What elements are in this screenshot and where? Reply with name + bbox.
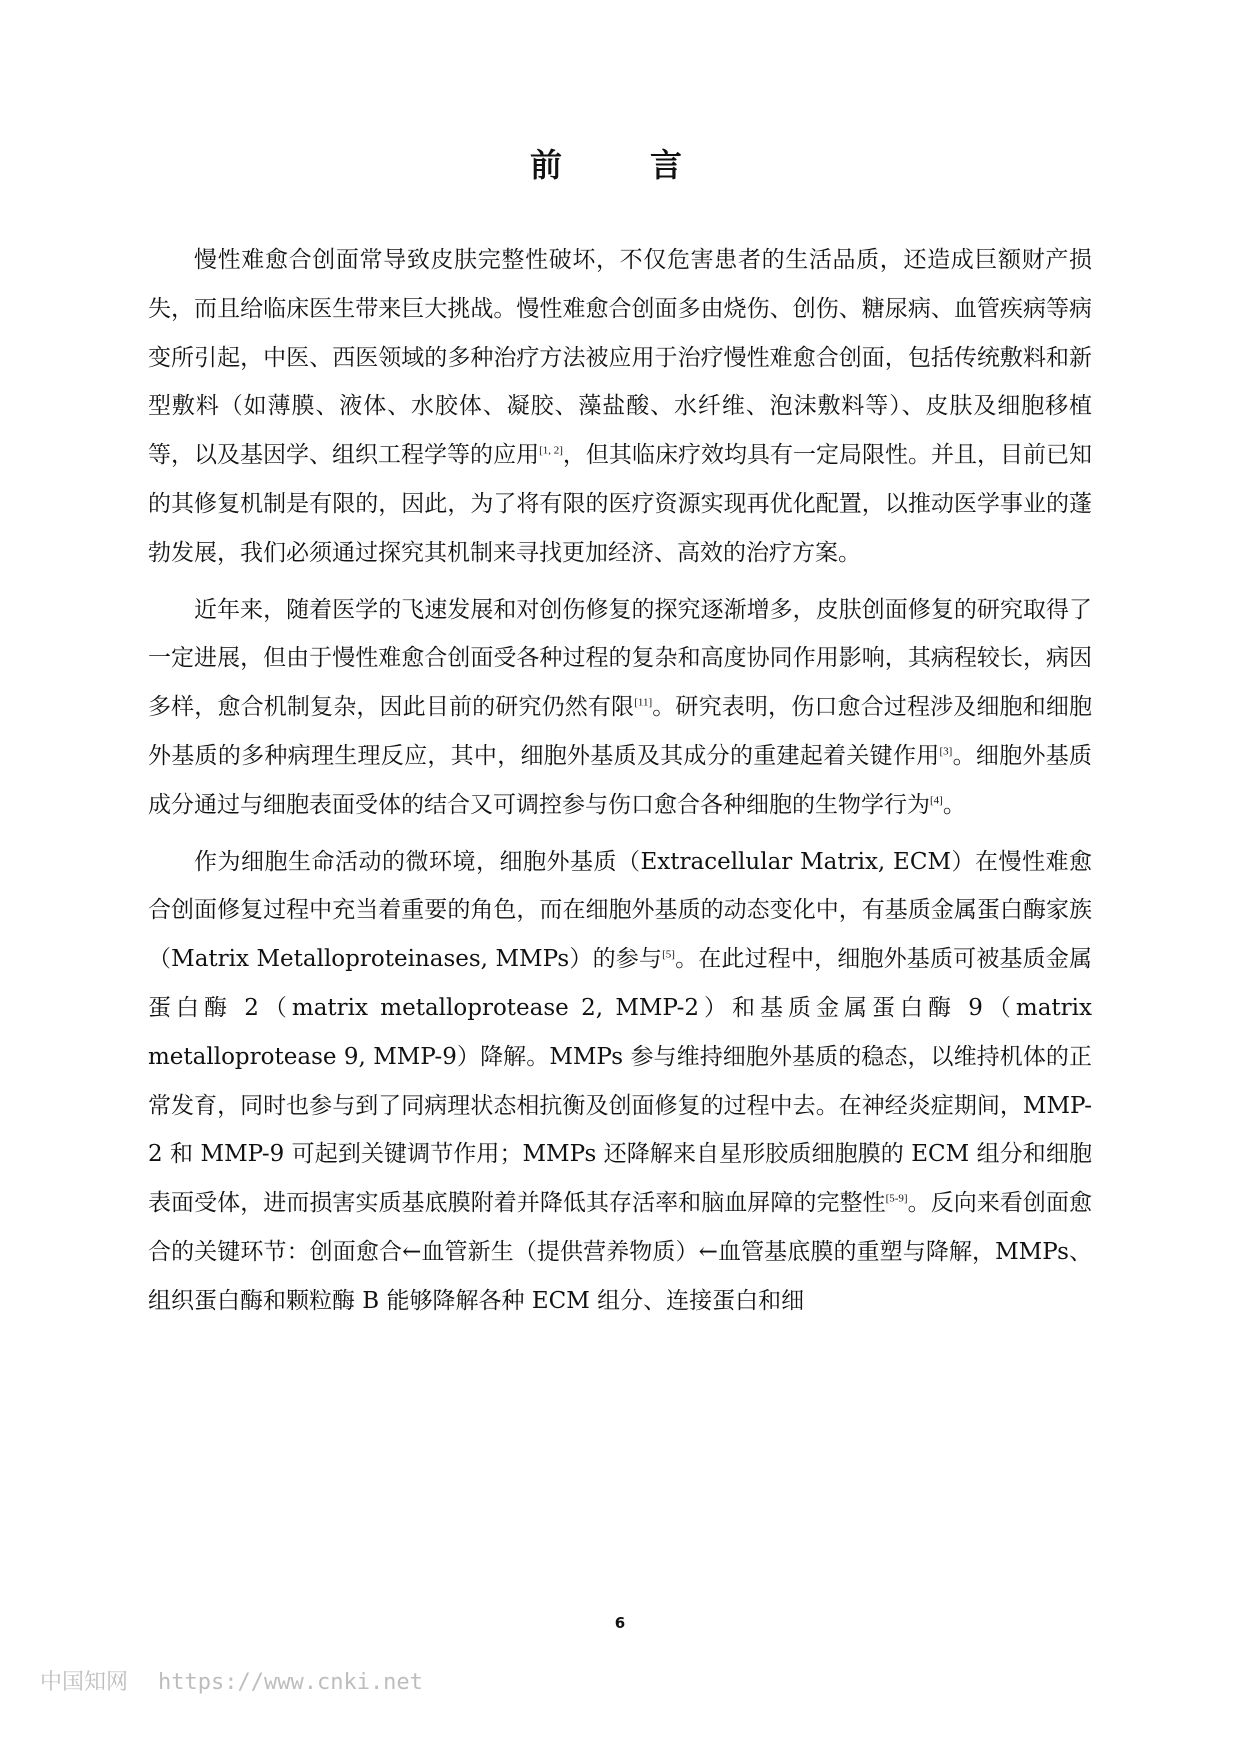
citation-ref: [1, 2] (539, 444, 563, 457)
paragraph-2-text-c: 。细胞外基质成分通过与细胞表面受体的结合又可调控参与伤口愈合各种细胞的生物学行为 (148, 742, 1093, 818)
paragraph-2-text-d: 。 (942, 791, 966, 818)
body-text (148, 236, 1092, 1334)
citation-ref: [3] (939, 745, 953, 758)
paragraph-3-text-b: 。在此过程中，细胞外基质可被基质金属蛋白酶 2（matrix metalloprotease 2, MMP-2）和基质金属蛋白酶 9（matrix metalloprotease 9, MMP-9）降解。MMPs 参与维持细胞外基质的稳态，以维持机体的正常发育，同时也参与到了同病理状态相抗衡及创面修复的过程中去。在神经炎症期间，MMP-2 和 MMP-9 可起到关键调节作用；MMPs 还降解来自星形胶质细胞膜的 ECM 组分和细胞表面受体，进而损害实质基底膜附着并降低其存活率和脑血屏障的完整性 (148, 946, 1093, 1217)
paragraph-1 (148, 236, 1092, 578)
paragraph-1-text-b: ，但其临床疗效均具有一定局限性。并且，目前已知的其修复机制是有限的，因此，为了将有限的医疗资源实现再优化配置，以推动医学事业的蓬勃发展，我们必须通过探究其机制来寻找更加经济、高效的治疗方案。 (148, 442, 1093, 566)
watermark (40, 1665, 423, 1696)
watermark-url: https://www.cnki.net (158, 1670, 423, 1695)
paragraph-3-text-c: 。反向来看创面愈合的关键环节：创面愈合←血管新生（提供营养物质）←血管基底膜的重塑与降解，MMPs、组织蛋白酶和颗粒酶 B 能够降解各种 ECM 组分、连接蛋白和细 (148, 1190, 1093, 1314)
citation-ref: [4] (930, 794, 943, 807)
paragraph-2-text-a: 近年来，随着医学的飞速发展和对创伤修复的探究逐渐增多，皮肤创面修复的研究取得了一定进展，但由于慢性难愈合创面受各种过程的复杂和高度协同作用影响，其病程较长，病因多样，愈合机制复杂，因此目前的研究仍然有限 (148, 596, 1092, 721)
citation-ref: [11] (634, 696, 653, 709)
paragraph-3-text-a: 作为细胞生命活动的微环境，细胞外基质（Extracellular Matrix, ECM）在慢性难愈合创面修复过程中充当着重要的角色，而在细胞外基质的动态变化中，有基质金属蛋白酶家族（Matrix Metalloproteinases, MMPs）的参与 (148, 848, 1092, 973)
page-number: 6 (614, 1614, 626, 1632)
page-title: 前 言 (529, 146, 710, 184)
watermark-brand: 中国知网 (40, 1670, 129, 1695)
paragraph-3 (148, 838, 1092, 1326)
paragraph-1-text-a: 慢性难愈合创面常导致皮肤完整性破坏，不仅危害患者的生活品质，还造成巨额财产损失，而且给临床医生带来巨大挑战。慢性难愈合创面多由烧伤、创伤、糖尿病、血管疾病等病变所引起，中医、西医领域的多种治疗方法被应用于治疗慢性难愈合创面，包括传统敷料和新型敷料（如薄膜、液体、水胶体、凝胶、藻盐酸、水纤维、泡沫敷料等）、皮肤及细胞移植等，以及基因学、组织工程学等的应用 (148, 247, 1092, 469)
citation-ref: [5] (662, 948, 675, 961)
citation-ref: [5-9] (885, 1192, 908, 1205)
paragraph-2-text-b: 。研究表明，伤口愈合过程涉及细胞和细胞外基质的多种病理生理反应，其中，细胞外基质及其成分的重建起着关键作用 (148, 694, 1093, 769)
paragraph-2 (148, 586, 1092, 830)
